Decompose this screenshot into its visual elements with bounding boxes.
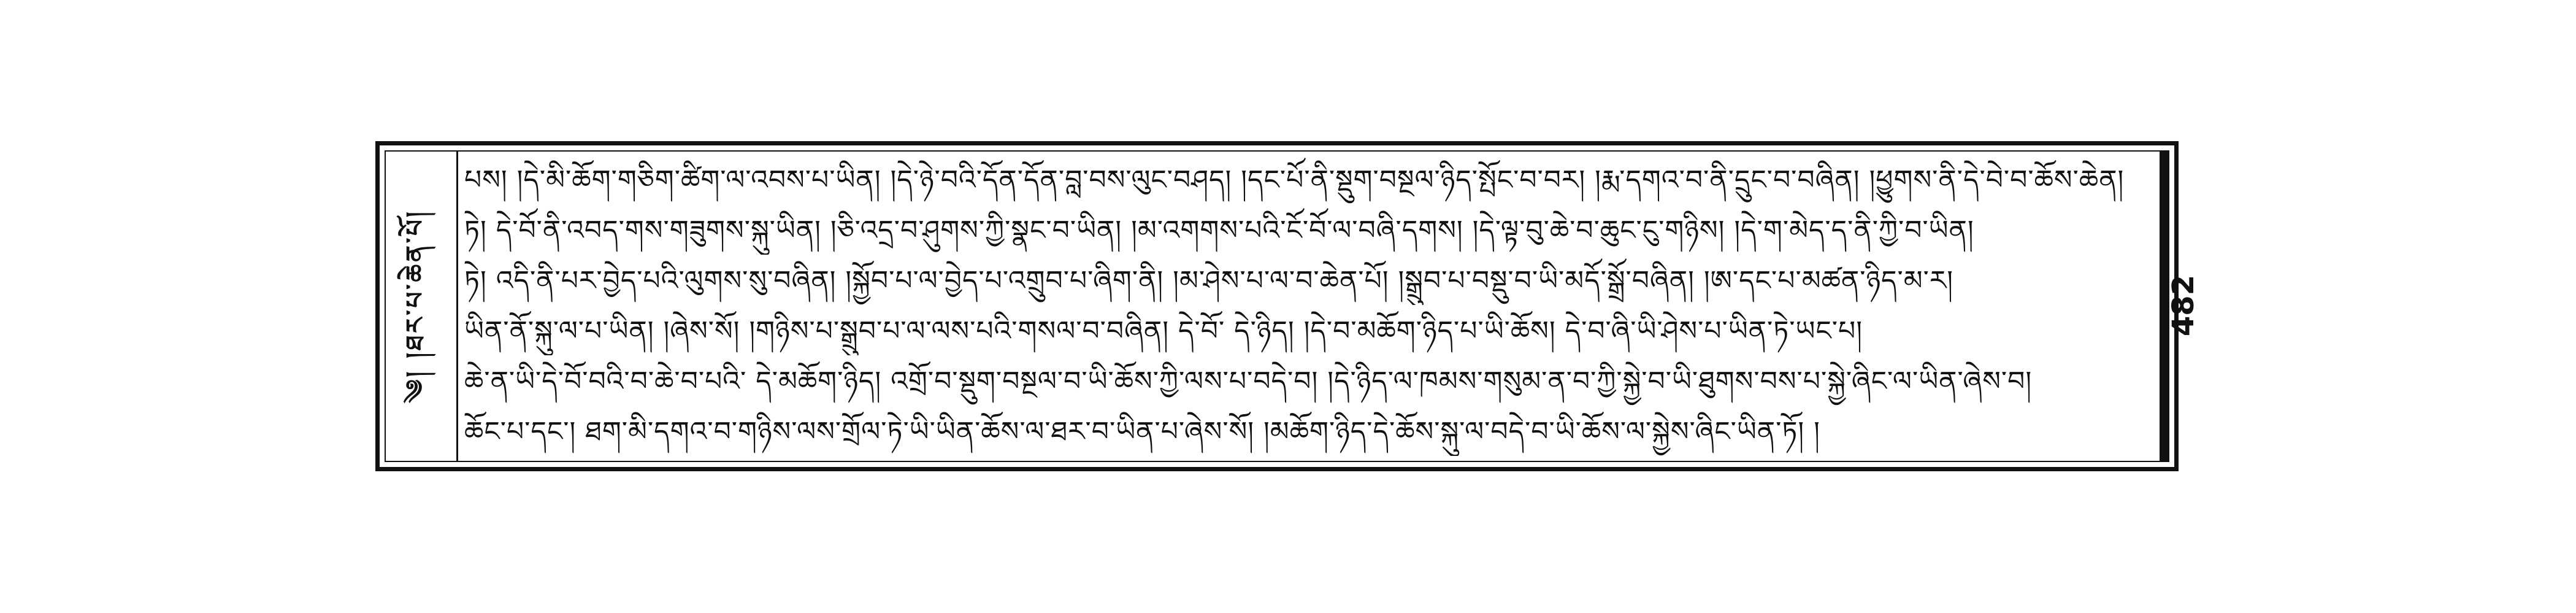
- text-block: [464, 156, 2153, 456]
- folio-page: [375, 141, 2179, 471]
- text-line: ཆོང་པ་དང་། ཐག་མི་དགའ་བ་གཉིས་ལས་གྲོལ་ཏེ་ཡི་ཡིན་ཆོས་ལ་ཐར་བ་ཡིན་པ་ཞེས་སོ། །མཆོག་ཉིད་དེ་ཆོས་སྐུ་ལ་བདེ་བ་ཡི་ཆོས་ལ་སྐྱེས་ཞིང་ཡིན་ཏོ། །: [464, 416, 1820, 447]
- text-line: ཡིན་ནོ་སྐུ་ལ་པ་ཡིན། །ཞེས་སོ། །གཉིས་པ་སྒྲུབ་པ་ལ་ལས་པའི་གསལ་བ་བཞིན། དེ་བོ་ དེ་ཉིད། །དེ་བ་མཆོག་ཉིད་པ་ཡི་ཆོས། དེ་བ་ཞི་ཡི་ཤེས་པ་ཡིན་ཏེ་ཡང་པ།: [464, 315, 1863, 347]
- page-number: 482: [2166, 274, 2201, 337]
- text-line: ཏེ། འདི་ནི་པར་བྱེད་པའི་ལུགས་སུ་བཞིན། །སྐྱོབ་པ་ལ་བྱེད་པ་འགྲུབ་པ་ཞིག་ནི། །མ་ཤེས་པ་ལ་བ་ཆེན་པོ། །སྒྲུབ་པ་བསྡུ་བ་ཡི་མདོ་སྒྲོ་བཞིན། །ཨ་དང་པ་མཚན་ཉིད་མ་ར།: [464, 265, 1954, 296]
- text-line: ཏེ། དེ་བོ་ནི་འབད་གས་གཟུགས་སྐུ་ཡིན། །ཅི་འདྲ་བ་ཤུགས་ཀྱི་སྣང་བ་ཡིན། །མ་འགགས་པའི་ངོ་བོ་ལ་བཞི་དགས། །དེ་ལྟ་བུ་ཆེ་བ་ཆུང་ངུ་གཉིས། །དེ་ག་མེད་ད་ནི་ཀྱི་བ་ཡིན།: [464, 215, 1974, 246]
- left-margin: [386, 152, 458, 461]
- margin-title: ༄། །ཐར་པ་ཆེན་པོ།: [401, 209, 430, 403]
- folio-inner-frame: [385, 150, 2169, 462]
- text-line: པས། །དེ་མི་ཆོག་གཅིག་ཚིག་ལ་འབས་པ་ཡིན། །དེ་ཉེ་བའི་དོན་དོན་བླ་བས་ལུང་བཤད། །དང་པོ་ནི་སྡུག་བསྔལ་ཉིད་སྤོང་བ་བར། །རྨ་དགའ་བ་ནི་དྲུང་བ་བཞིན། །ཕྱུགས་ནི་དེ་བེ་བ་ཆོས་ཆེན།: [464, 164, 2125, 196]
- text-line: ཆེ་ན་ཡི་དེ་བོ་བའི་བ་ཆེ་བ་པའི་ དེ་མཆོག་ཉིད། འགྲོ་བ་སྡུག་བསྔལ་བ་ཡི་ཆོས་ཀྱི་ལས་པ་བདེ་བ། །དེ་ཉིད་ལ་ཁམས་གསུམ་ན་བ་ཀྱི་སྐྱེ་བ་ཡི་ཐུགས་བས་པ་སྐྱེ་ཞིང་ལ་ཡིན་ཞེས་བ།: [464, 366, 2033, 397]
